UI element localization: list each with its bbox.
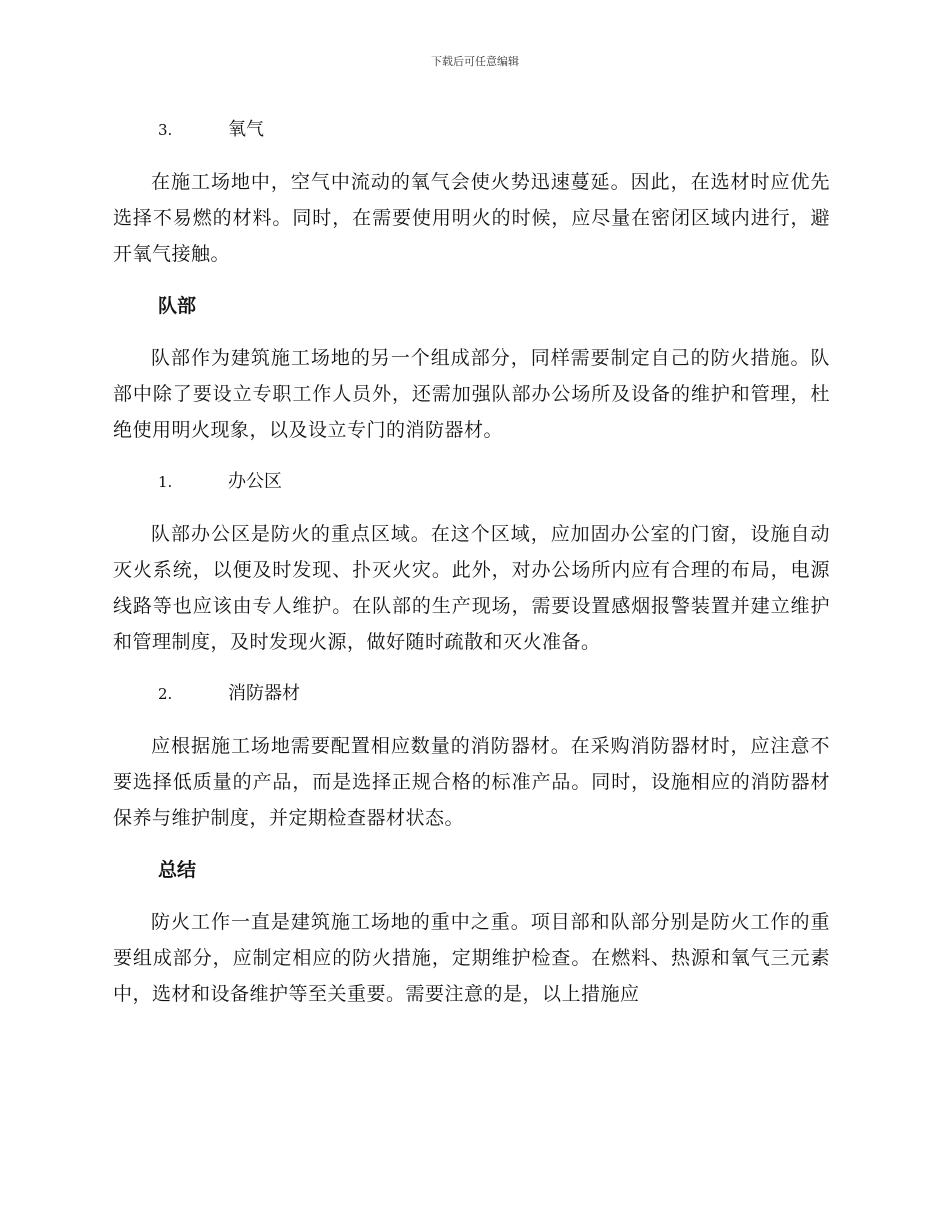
list-item-oxygen bbox=[113, 112, 830, 148]
list-item-office bbox=[113, 464, 830, 500]
paragraph-summary: 防火工作一直是建筑施工场地的重中之重。项目部和队部分别是防火工作的重要组成部分，应制定相应的防火措施，定期维护检查。在燃料、热源和氧气三元素中，选材和设备维护等至关重要。需要注意的是，以上措施应 bbox=[113, 911, 830, 1005]
paragraph-equipment: 应根据施工场地需要配置相应数量的消防器材。在采购消防器材时，应注意不要选择低质量的产品，而是选择正规合格的标准产品。同时，设施相应的消防器材保养与维护制度，并定期检查器材状态。 bbox=[113, 735, 830, 829]
paragraph-oxygen: 在施工场地中，空气中流动的氧气会使火势迅速蔓延。因此，在选材时应优先选择不易燃的材料。同时，在需要使用明火的时候，应尽量在密闭区域内进行，避开氧气接触。 bbox=[113, 171, 830, 265]
list-number: 1. bbox=[158, 473, 173, 491]
document-body bbox=[113, 112, 830, 1028]
page-header: 下载后可任意编辑 bbox=[431, 55, 519, 68]
list-number: 2. bbox=[158, 685, 173, 703]
paragraph-team: 队部作为建筑施工场地的另一个组成部分，同样需要制定自己的防火措施。队部中除了要设立专职工作人员外，还需加强队部办公场所及设备的维护和管理，杜绝使用明火现象，以及设立专门的消防器材。 bbox=[113, 347, 830, 441]
list-label: 办公区 bbox=[228, 471, 282, 492]
section-heading-team: 队部 bbox=[158, 295, 197, 317]
paragraph-office: 队部办公区是防火的重点区域。在这个区域，应加固办公室的门窗，设施自动灭火系统，以便及时发现、扑灭火灾。此外，对办公场所内应有合理的布局，电源线路等也应该由专人维护。在队部的生产现场，需要设置感烟报警装置并建立维护和管理制度，及时发现火源，做好随时疏散和灭火准备。 bbox=[113, 523, 830, 653]
list-label: 氧气 bbox=[228, 119, 264, 140]
list-item-equipment bbox=[113, 676, 830, 712]
section-heading-summary: 总结 bbox=[158, 859, 197, 881]
list-label: 消防器材 bbox=[228, 683, 300, 704]
list-number: 3. bbox=[158, 121, 173, 139]
